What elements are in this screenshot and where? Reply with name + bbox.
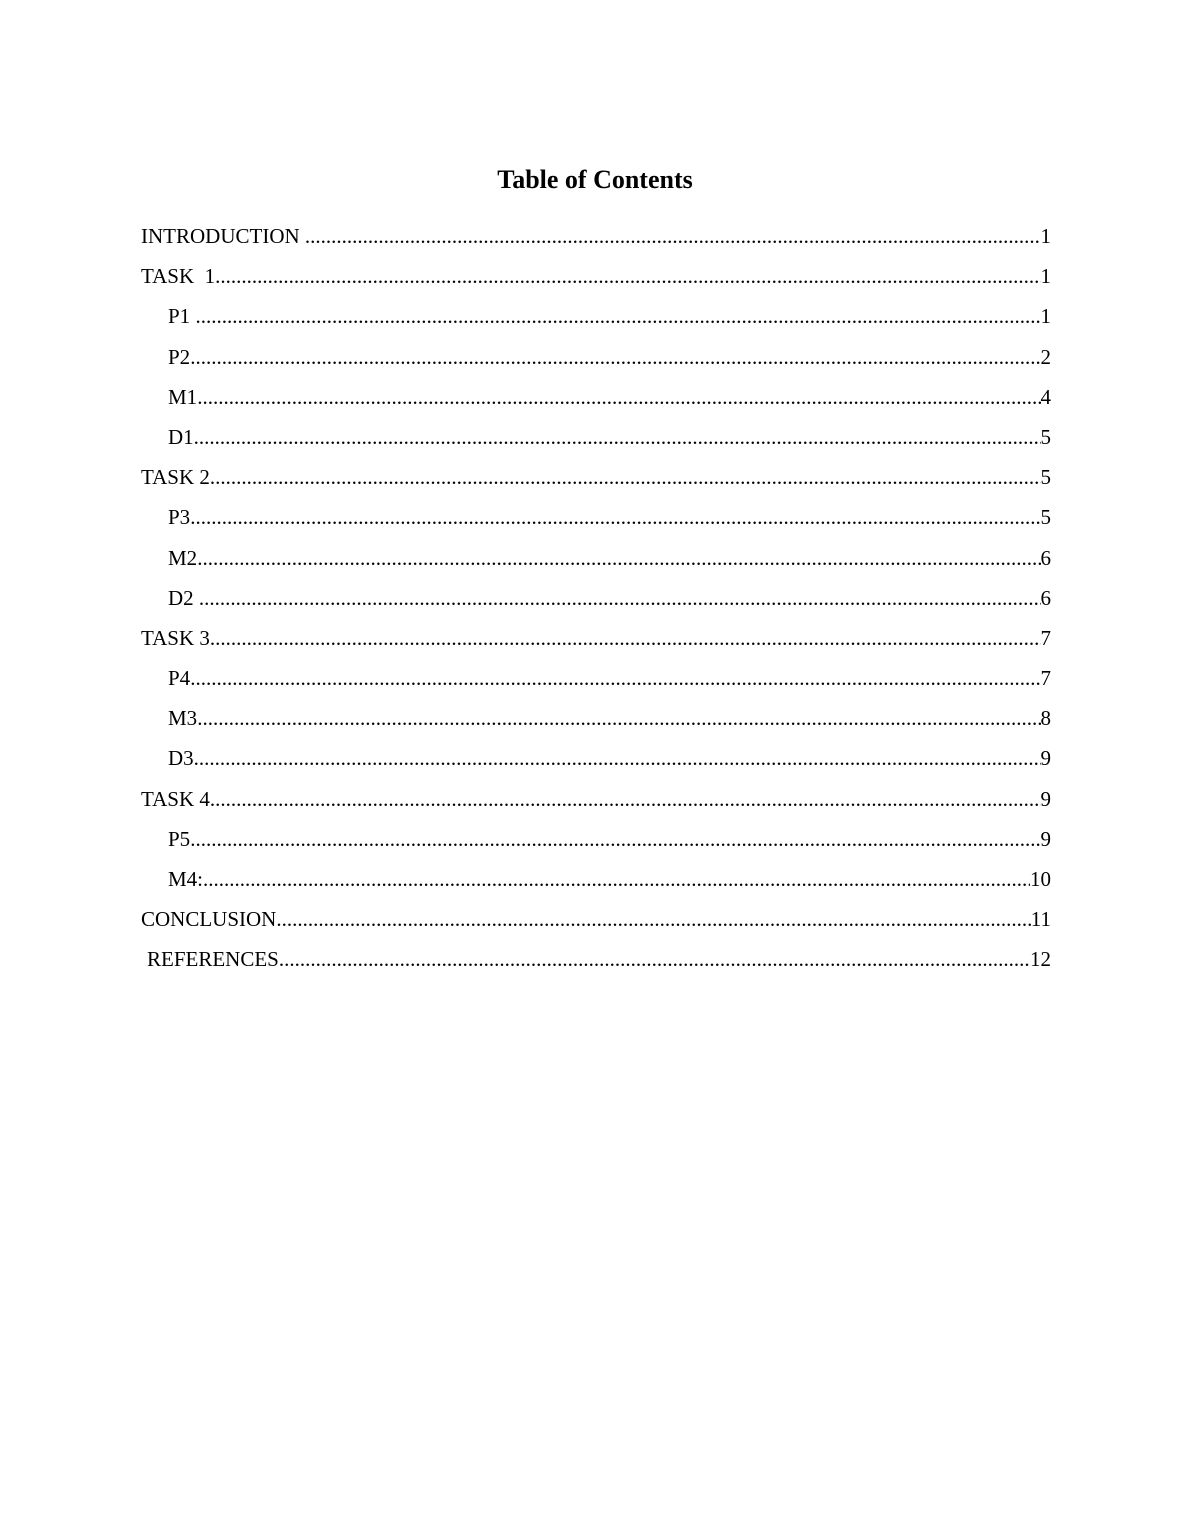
toc-entry-m2[interactable] xyxy=(141,538,1051,578)
toc-entry-page: 9 xyxy=(1040,746,1051,771)
toc-entry-page: 5 xyxy=(1040,465,1051,490)
toc-entry-label: TASK 1 xyxy=(141,264,216,289)
toc-entry-d2[interactable] xyxy=(141,578,1051,618)
toc-entry-references[interactable] xyxy=(141,939,1051,979)
toc-entry-m4[interactable] xyxy=(141,859,1051,899)
toc-leader-dots xyxy=(190,819,1040,859)
toc-entry-page: 7 xyxy=(1040,666,1051,691)
toc-entry-p2[interactable] xyxy=(141,337,1051,377)
toc-leader-dots xyxy=(197,377,1040,417)
toc-entry-p5[interactable] xyxy=(141,819,1051,859)
toc-entry-page: 9 xyxy=(1040,826,1051,851)
toc-entry-page: 2 xyxy=(1040,344,1051,369)
toc-entry-page: 1 xyxy=(1040,264,1051,289)
toc-entry-label: M2 xyxy=(168,545,198,570)
toc-entry-page: 1 xyxy=(1040,224,1051,248)
toc-entry-d1[interactable] xyxy=(141,417,1051,457)
toc-leader-dots xyxy=(276,899,1030,939)
toc-entry-d3[interactable] xyxy=(141,738,1051,778)
toc-list xyxy=(141,216,1051,980)
toc-entry-page: 6 xyxy=(1040,585,1051,610)
toc-entry-label: D3 xyxy=(168,746,194,771)
toc-entry-label: INTRODUCTION xyxy=(141,224,305,248)
toc-leader-dots xyxy=(215,256,1040,296)
toc-entry-label: P1 xyxy=(168,304,196,329)
toc-entry-page: 6 xyxy=(1040,545,1051,570)
toc-entry-label: P2 xyxy=(168,344,191,369)
toc-leader-dots xyxy=(210,457,1041,497)
toc-entry-label: CONCLUSION xyxy=(141,907,277,932)
toc-entry-page: 11 xyxy=(1030,907,1051,932)
toc-leader-dots xyxy=(279,939,1030,979)
toc-entry-label: M4: xyxy=(168,867,204,891)
toc-leader-dots xyxy=(210,779,1041,819)
toc-leader-dots xyxy=(199,578,1041,618)
toc-entry-page: 4 xyxy=(1040,384,1051,409)
toc-leader-dots xyxy=(194,738,1041,778)
toc-entry-label: D1 xyxy=(168,424,194,449)
toc-leader-dots xyxy=(203,859,1030,899)
toc-leader-dots xyxy=(195,296,1040,336)
toc-entry-label: D2 xyxy=(168,585,199,610)
toc-leader-dots xyxy=(190,497,1040,537)
toc-entry-page: 5 xyxy=(1040,505,1051,530)
toc-entry-page: 9 xyxy=(1040,786,1051,811)
toc-entry-label: REFERENCES xyxy=(147,947,279,972)
toc-leader-dots xyxy=(197,698,1040,738)
toc-leader-dots xyxy=(210,618,1041,658)
toc-entry-page: 1 xyxy=(1040,304,1051,329)
toc-entry-p4[interactable] xyxy=(141,658,1051,698)
toc-entry-task-3[interactable] xyxy=(141,618,1051,658)
toc-entry-m3[interactable] xyxy=(141,698,1051,738)
toc-entry-task-2[interactable] xyxy=(141,457,1051,497)
toc-title: Table of Contents xyxy=(497,165,693,194)
toc-leader-dots xyxy=(305,216,1041,256)
toc-entry-m1[interactable] xyxy=(141,377,1051,417)
toc-entry-conclusion[interactable] xyxy=(141,899,1051,939)
toc-leader-dots xyxy=(190,658,1040,698)
toc-entry-page: 8 xyxy=(1040,706,1051,731)
toc-entry-label: P4 xyxy=(168,666,191,691)
toc-entry-page: 10 xyxy=(1030,867,1051,891)
toc-entry-task-1[interactable] xyxy=(141,256,1051,296)
toc-entry-task-4[interactable] xyxy=(141,779,1051,819)
toc-entry-introduction[interactable] xyxy=(141,216,1051,256)
toc-leader-dots xyxy=(190,337,1040,377)
toc-entry-label: M3 xyxy=(168,706,198,731)
toc-entry-page: 12 xyxy=(1030,947,1051,972)
toc-entry-label: TASK 4 xyxy=(141,786,210,811)
toc-entry-label: P5 xyxy=(168,826,191,851)
toc-entry-label: P3 xyxy=(168,505,191,530)
toc-entry-p3[interactable] xyxy=(141,497,1051,537)
toc-entry-page: 7 xyxy=(1040,625,1051,650)
toc-leader-dots xyxy=(194,417,1041,457)
toc-leader-dots xyxy=(197,538,1040,578)
toc-entry-p1[interactable] xyxy=(141,296,1051,336)
toc-entry-label: TASK 2 xyxy=(141,465,210,490)
toc-entry-label: TASK 3 xyxy=(141,625,210,650)
toc-entry-label: M1 xyxy=(168,384,198,409)
toc-entry-page: 5 xyxy=(1040,424,1051,449)
